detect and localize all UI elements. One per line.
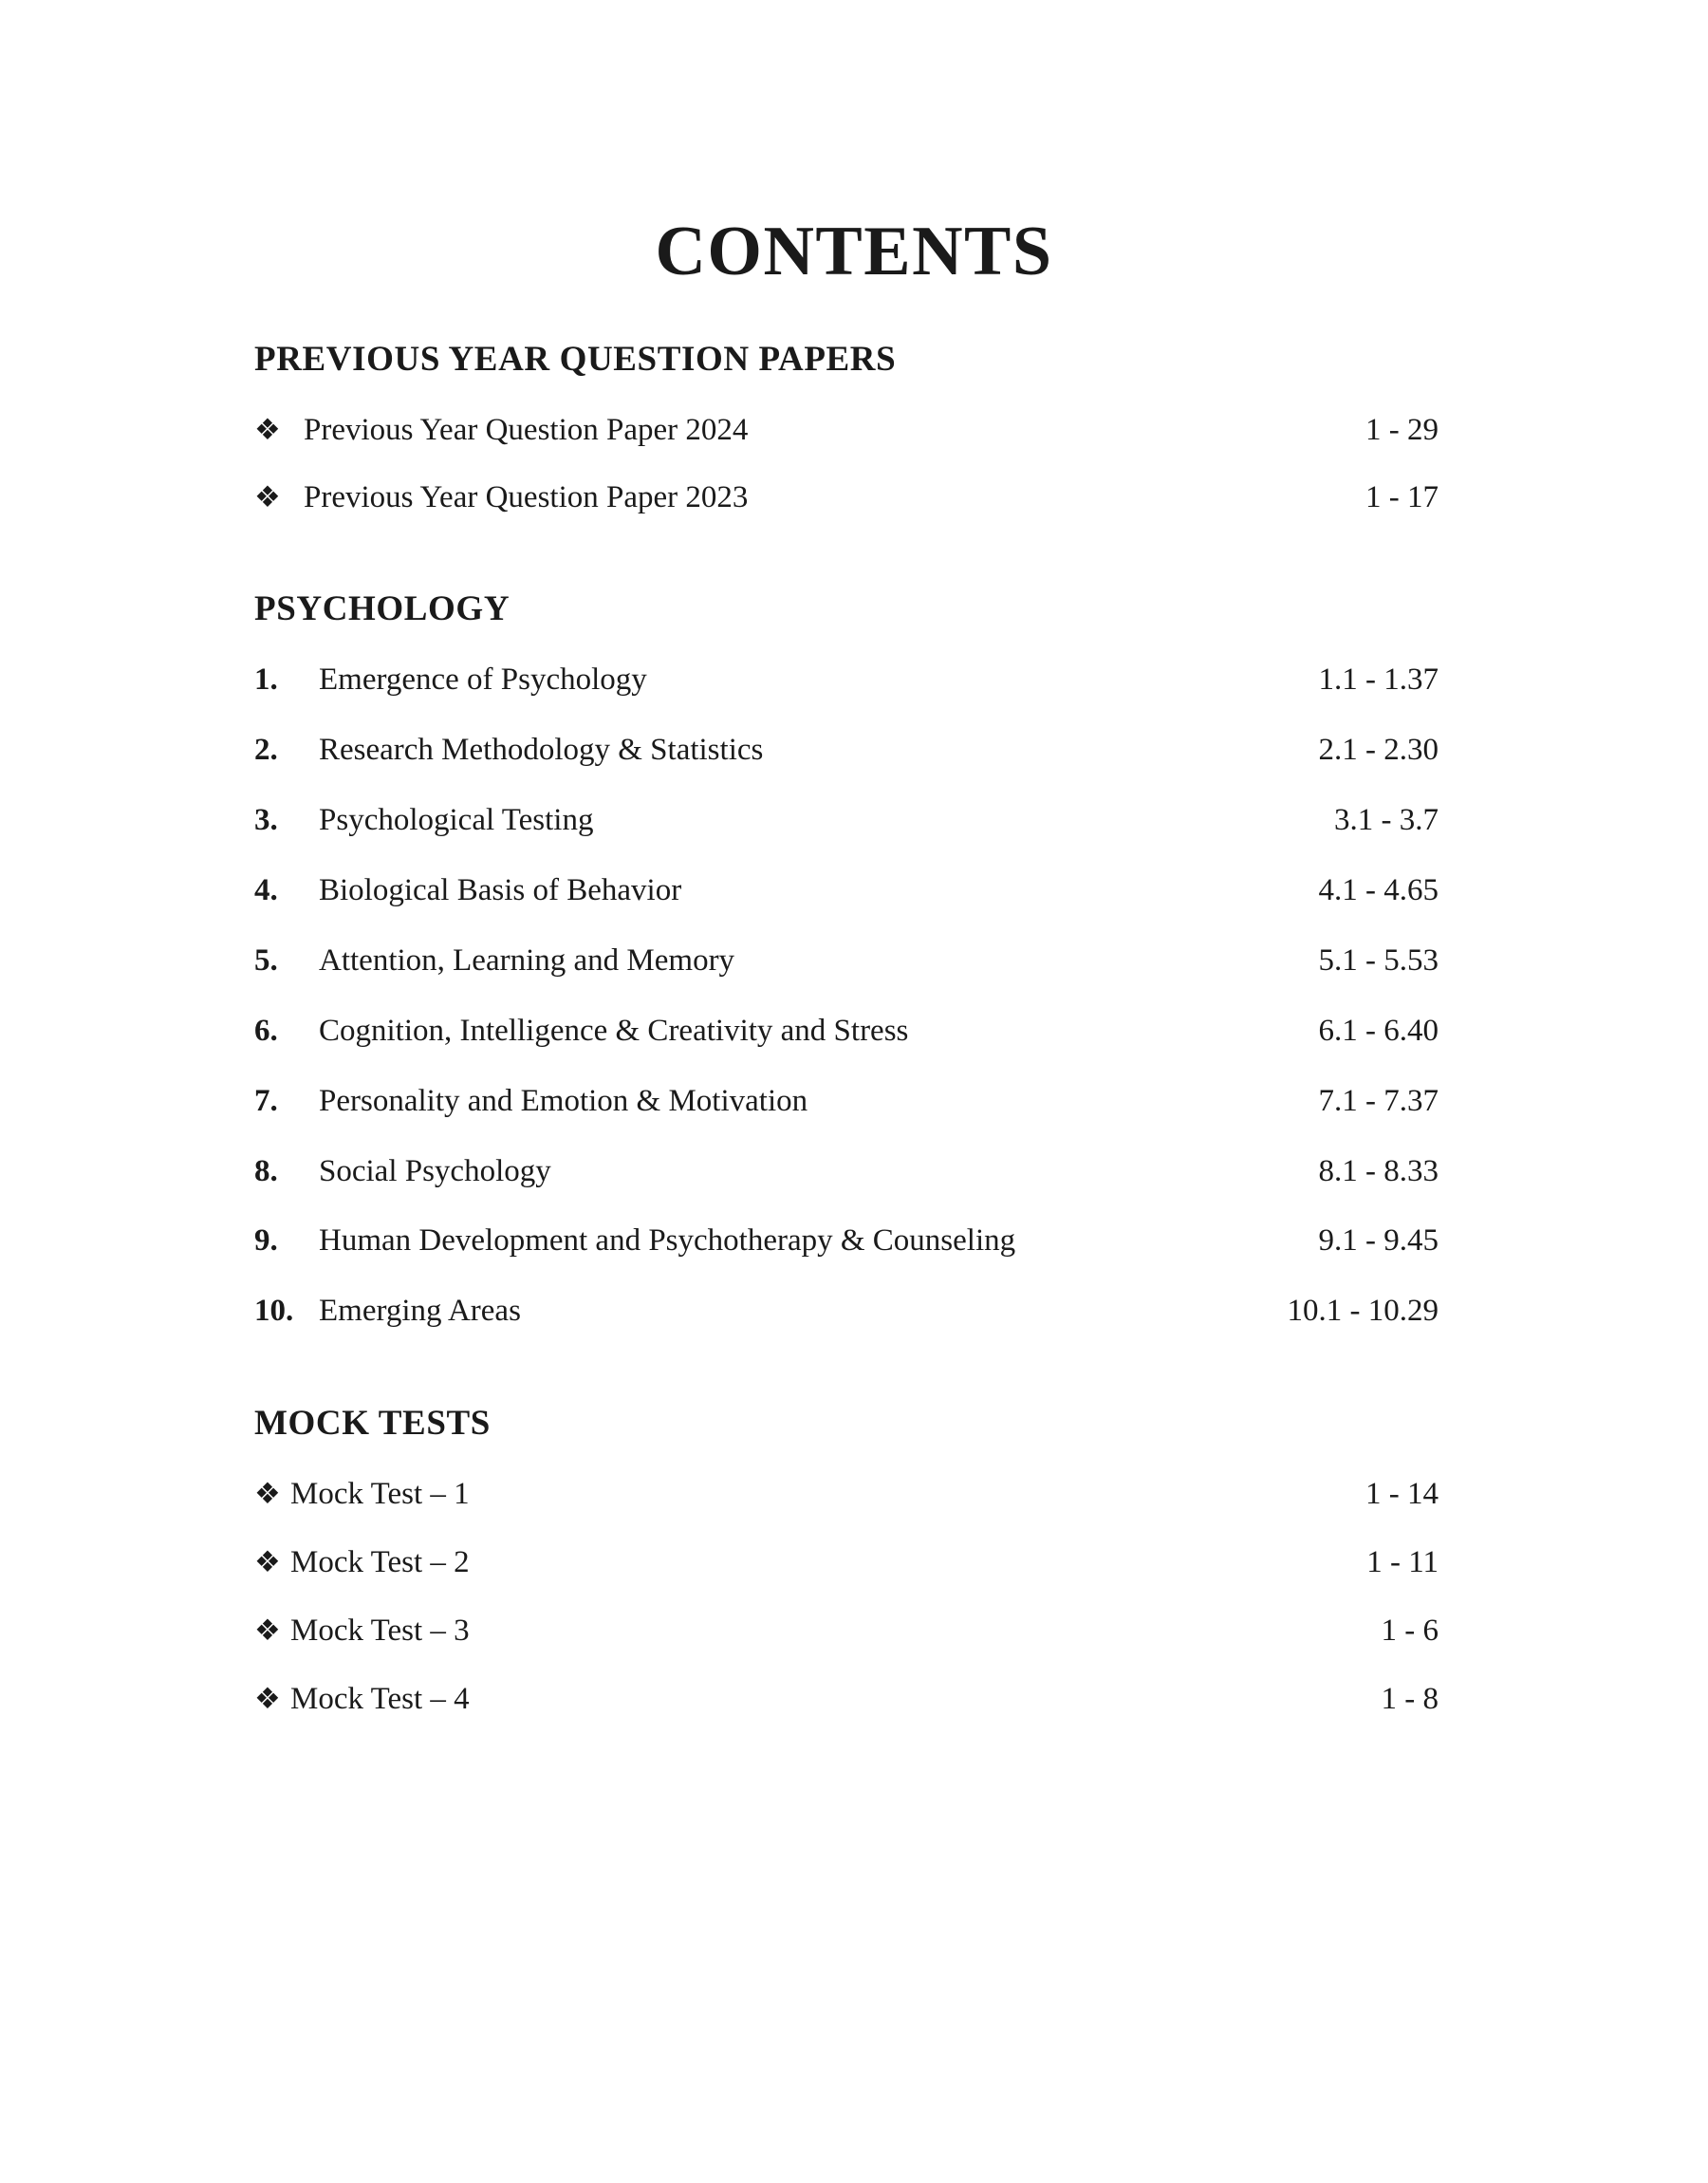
- toc-entry-pages: 5.1 - 5.53: [1318, 942, 1439, 978]
- toc-entry[interactable]: [254, 926, 1439, 997]
- toc-entry-pages: 1.1 - 1.37: [1318, 662, 1439, 697]
- toc-entry-label: Cognition, Intelligence & Creativity and Stress: [319, 1013, 909, 1048]
- toc-entry-label: Mock Test – 3: [290, 1613, 470, 1648]
- toc-entry-pages: 1 - 6: [1381, 1613, 1439, 1648]
- entry-list: [254, 651, 1439, 1347]
- toc-entry-number: 5.: [254, 942, 278, 978]
- toc-entry[interactable]: [254, 997, 1439, 1067]
- toc-entry-pages: 3.1 - 3.7: [1334, 802, 1439, 837]
- toc-entry[interactable]: [254, 651, 1439, 716]
- toc-entry-label: Social Psychology: [319, 1153, 551, 1188]
- toc-entry-label: Human Development and Psychotherapy & Counseling: [319, 1223, 1016, 1259]
- diamond-bullet-icon: ❖: [254, 1476, 281, 1510]
- toc-entry-pages: 8.1 - 8.33: [1318, 1153, 1439, 1188]
- toc-entry-label: Emerging Areas: [319, 1294, 521, 1329]
- toc-entry-pages: 1 - 8: [1381, 1681, 1439, 1716]
- toc-entry-label: Attention, Learning and Memory: [319, 942, 735, 978]
- toc-entry-number: 9.: [254, 1223, 278, 1259]
- toc-entry-pages: 7.1 - 7.37: [1318, 1083, 1439, 1118]
- toc-entry[interactable]: [254, 1067, 1439, 1137]
- section-heading: PSYCHOLOGY: [254, 589, 511, 629]
- toc-entry[interactable]: [254, 856, 1439, 926]
- diamond-bullet-icon: ❖: [254, 1681, 281, 1715]
- toc-entry[interactable]: [254, 1529, 1439, 1597]
- toc-entry-label: Mock Test – 4: [290, 1681, 470, 1716]
- diamond-bullet-icon: ❖: [254, 412, 281, 446]
- toc-entry-number: 4.: [254, 872, 278, 907]
- toc-entry[interactable]: [254, 1137, 1439, 1207]
- section-psychology: [254, 589, 1439, 1347]
- toc-entry-label: Previous Year Question Paper 2023: [304, 480, 749, 515]
- toc-entry-pages: 9.1 - 9.45: [1318, 1223, 1439, 1259]
- toc-entry[interactable]: [254, 1206, 1439, 1277]
- toc-entry-pages: 6.1 - 6.40: [1318, 1013, 1439, 1048]
- toc-entry-number: 1.: [254, 662, 278, 697]
- toc-entry-pages: 1 - 11: [1366, 1544, 1439, 1579]
- toc-entry[interactable]: [254, 1277, 1439, 1347]
- toc-entry-label: Emergence of Psychology: [319, 662, 647, 697]
- toc-entry-number: 10.: [254, 1294, 294, 1329]
- toc-entry[interactable]: [254, 786, 1439, 856]
- toc-entry-pages: 1 - 14: [1365, 1476, 1439, 1511]
- toc-entry[interactable]: [254, 403, 1439, 465]
- toc-entry-number: 8.: [254, 1153, 278, 1188]
- entry-list: [254, 1467, 1439, 1734]
- toc-entry[interactable]: [254, 1597, 1439, 1666]
- toc-entry-label: Personality and Emotion & Motivation: [319, 1083, 808, 1118]
- toc-entry-pages: 2.1 - 2.30: [1318, 732, 1439, 767]
- section-previous-year-question-papers: [254, 340, 1439, 532]
- toc-entry-number: 6.: [254, 1013, 278, 1048]
- section-mock-tests: [254, 1404, 1439, 1733]
- toc-entry-pages: 4.1 - 4.65: [1318, 872, 1439, 907]
- toc-entry[interactable]: [254, 716, 1439, 786]
- diamond-bullet-icon: ❖: [254, 1613, 281, 1647]
- toc-entry-label: Mock Test – 2: [290, 1544, 470, 1579]
- section-heading: MOCK TESTS: [254, 1404, 491, 1444]
- toc-entry-pages: 1 - 29: [1365, 412, 1439, 447]
- toc-entry-pages: 1 - 17: [1365, 480, 1439, 515]
- toc-entry-label: Research Methodology & Statistics: [319, 732, 764, 767]
- toc-entry[interactable]: [254, 1467, 1439, 1529]
- section-heading: PREVIOUS YEAR QUESTION PAPERS: [254, 340, 897, 379]
- entry-list: [254, 403, 1439, 533]
- toc-entry-number: 3.: [254, 802, 278, 837]
- diamond-bullet-icon: ❖: [254, 480, 281, 514]
- toc-entry[interactable]: [254, 464, 1439, 532]
- toc-entry-pages: 10.1 - 10.29: [1287, 1294, 1439, 1329]
- toc-entry-label: Previous Year Question Paper 2024: [304, 412, 749, 447]
- toc-entry-label: Psychological Testing: [319, 802, 594, 837]
- toc-entry[interactable]: [254, 1666, 1439, 1734]
- toc-entry-label: Mock Test – 1: [290, 1476, 470, 1511]
- page-title: CONTENTS: [655, 213, 1053, 290]
- toc-entry-number: 2.: [254, 732, 278, 767]
- toc-entry-number: 7.: [254, 1083, 278, 1118]
- toc-content: [254, 340, 1439, 1734]
- toc-entry-label: Biological Basis of Behavior: [319, 872, 682, 907]
- diamond-bullet-icon: ❖: [254, 1544, 281, 1578]
